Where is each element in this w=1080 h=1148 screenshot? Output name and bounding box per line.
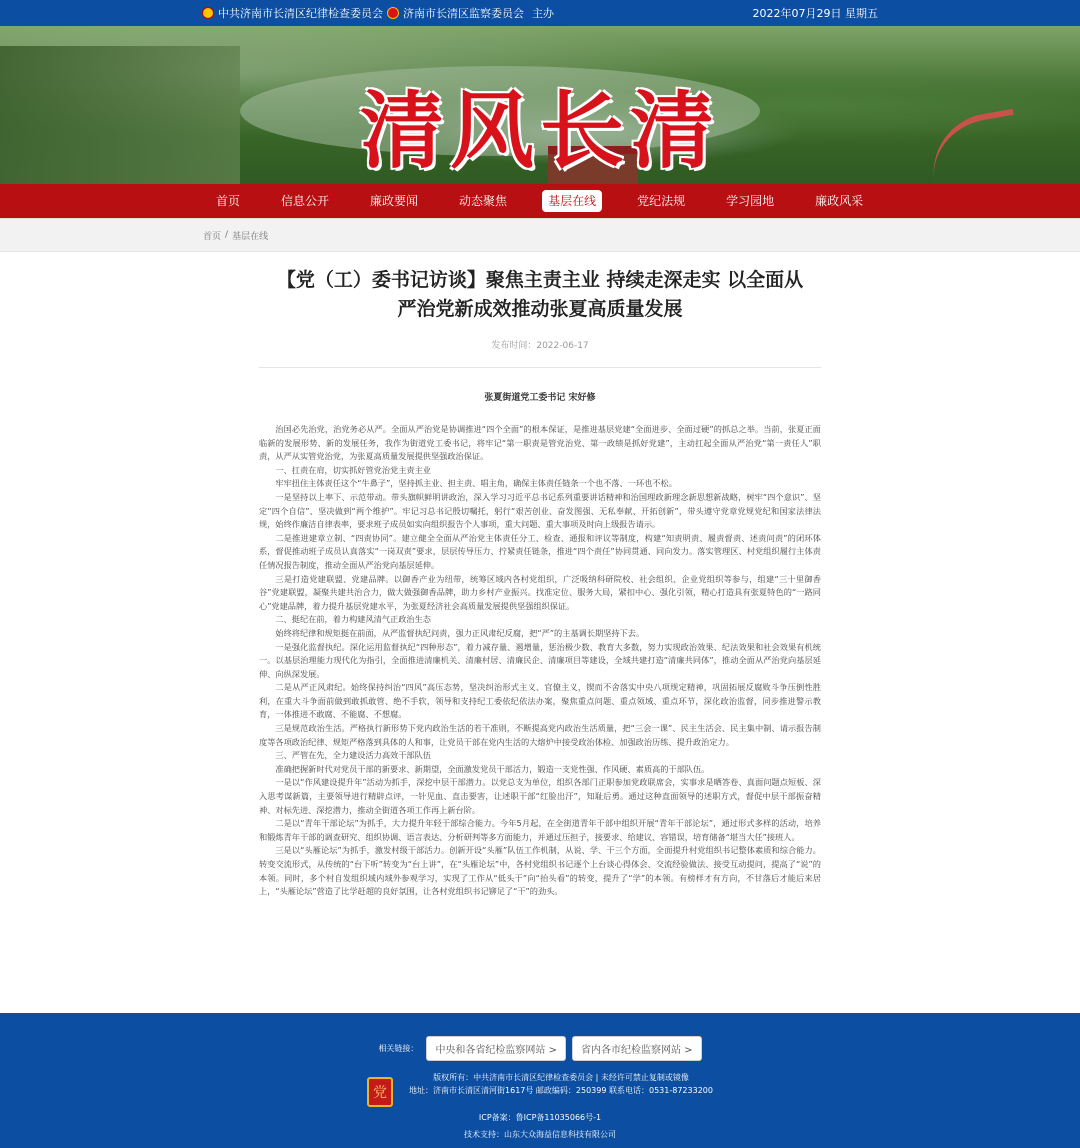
party-badge-icon[interactable]	[367, 1077, 393, 1107]
article-title	[259, 266, 821, 324]
footer-text	[409, 1071, 713, 1107]
address-text: 地址：济南市长清区清河街1617号 邮政编码：250399 联系电话：0531-87233200	[409, 1086, 713, 1095]
main-nav	[0, 184, 1080, 218]
paragraph: 牢牢扭住主体责任这个“牛鼻子”，坚持抓主业、担主责、唱主角，确保主体责任链条一个也不落、一环也不松。	[275, 478, 677, 489]
province-sites-link[interactable]: 省内各市纪检监察网站 >	[572, 1036, 702, 1061]
host-text: 主办	[532, 7, 554, 20]
paragraph: 二是从严正风肃纪。始终保持纠治“四风”高压态势，坚决纠治形式主义、官僚主义，锲而不舍落实中央八项规定精神，巩固拓展反腐败斗争压倒性胜利，在重大斗争面前做到敢抓敢管、绝不手软，领导和支持纪工委依纪依法办案，聚焦重点问题、重点领域、重点环节，深化政治监督，同步推进警示教育，一体推进不敢腐、不能腐、不想腐。	[259, 682, 821, 720]
nav-item-info[interactable]: 信息公开	[281, 194, 330, 208]
icp-text[interactable]: ICP备案：鲁ICP备11035066号-1	[478, 1113, 602, 1122]
article-title-line2: 严治党新成效推动张夏高质量发展	[397, 298, 683, 320]
article-author: 张夏街道党工委书记 宋好修	[484, 393, 596, 403]
nav-item-focus[interactable]: 动态聚焦	[459, 194, 508, 208]
support-text: 技术支持：山东大众海益信息科技有限公司	[464, 1130, 616, 1139]
org1-text: 中共济南市长清区纪律检查委员会	[218, 7, 383, 20]
related-links	[0, 1036, 1080, 1061]
site-banner	[0, 26, 1080, 184]
paragraph: 三是打造党建联盟、党建品牌。以御香产业为纽带，统筹区域内各村党组织，广泛吸纳科研院校、社会组织、企业党组织等参与，组建“三十里御香谷”党建联盟，凝聚共建共治合力，做大做强御香品牌，助力乡村产业振兴。找准定位、服务大局，紧扣中心、强化引领，精心打造具有张夏特色的“一路同心”党建品牌，着力提升基层党建水平，为张夏经济社会高质量发展提供坚强组织保证。	[259, 573, 821, 611]
paragraph: 一是强化监督执纪。深化运用监督执纪“四种形态”，着力减存量、遏增量，惩治极少数、教育大多数，努力实现政治效果、纪法效果和社会效果有机统一。以基层治理能力现代化为指引，全面推进清廉机关、清廉村居、清廉民企、清廉项目等建设，全域共建打造“清廉共同体”，推动全面从严治党向基层延伸、向纵深发展。	[259, 641, 821, 679]
paragraph: 始终将纪律和规矩挺在前面，从严监督执纪问责，强力正风肃纪反腐，把“严”的主基调长期坚持下去。	[275, 627, 645, 638]
site-logo-title: 清风长清	[359, 81, 720, 180]
central-sites-link[interactable]: 中央和各省纪检监察网站 >	[426, 1036, 566, 1061]
footer-info	[0, 1071, 1080, 1107]
paragraph: 一是坚持以上率下、示范带动。带头旗帜鲜明讲政治，深入学习习近平总书记系列重要讲话精神和治国理政新理念新思想新战略，树牢“四个意识”、坚定“四个自信”、坚决做到“两个维护”。牢记习总书记殷切嘱托，躬行“艰苦创业、奋发图强、无私奉献、开拓创新”，带头遵守党章党规党纪和国家法律法规，始终作廉洁自律表率，要求班子成员如实向组织报告个人事项，重大问题、重大事项及时向上级报告请示。	[259, 491, 821, 530]
footer-icp-block	[0, 1111, 1080, 1141]
national-emblem-icon	[387, 7, 399, 19]
nav-item-home[interactable]: 首页	[216, 194, 241, 208]
nav-item-regulations[interactable]: 党纪法规	[637, 194, 686, 208]
breadcrumb-home[interactable]: 首页	[203, 231, 222, 242]
section-heading: 三、严管在先，全力建设活力高效干部队伍	[275, 750, 431, 761]
date-text: 2022年07月29日 星期五	[752, 7, 878, 20]
section-heading: 一、扛责在肩，切实抓好管党治党主责主业	[275, 464, 431, 475]
paragraph: 治国必先治党，治党务必从严。全面从严治党是协调推进“四个全面”的根本保证，是推进基层党建“全面进步、全面过硬”的抓总之举。当前，张夏正面临新的发展形势、新的发展任务，我作为街道党工委书记，将牢记“第一职责是管党治党、第一政绩是抓好党建”，主动扛起全面从严治党“第一责任人”职责，从严从实管党治党，为张夏高质量发展提供坚强政治保证。	[259, 424, 821, 462]
copyright-text: 版权所有：中共济南市长清区纪律检查委员会 | 未经许可禁止复制或镜像	[433, 1073, 689, 1082]
publish-date: 发布时间：2022-06-17	[259, 338, 821, 368]
paragraph: 三是以“头雁论坛”为抓手，激发村级干部活力。创新开设“头雁”队伍工作机制，从说、学、干三个方面，全面提升村党组织书记整体素质和综合能力。转变交流形式，从传统的“台下听”转变为“台上讲”，在“头雁论坛”中，各村党组织书记逐个上台谈心得体会、交流经验做法、接受互动提问，提高了“说”的本领。同时，多个村自发组织域内域外参观学习，实现了工作从“低头干”向“抬头看”的转变，提升了“学”的本领。有榜样才有方向，不甘落后才能后来居上，“头雁论坛”营造了比学赶超的良好氛围，让各村党组织书记铆足了“干”的劲头。	[259, 845, 821, 897]
article-body	[259, 423, 821, 899]
paragraph: 三是规范政治生活。严格执行新形势下党内政治生活的若干准则，不断提高党内政治生活质量，把“三会一课”、民主生活会、民主集中制、请示报告制度等各项政治纪律、规矩严格落到具体的人和事，让党员干部在党内生活的大熔炉中接受政治体检、加强政治历练、提升政治定力。	[259, 723, 821, 747]
paragraph: 准确把握新时代对党员干部的新要求、新期望，全面激发党员干部活力，锻造一支党性强、作风硬、素质高的干部队伍。	[275, 763, 710, 774]
article-title-line1: 【党（工）委书记访谈】聚焦主责主业 持续走深走实 以全面从	[276, 269, 804, 291]
breadcrumb-current[interactable]: 基层在线	[232, 231, 269, 242]
paragraph: 一是以“作风建设提升年”活动为抓手，深挖中层干部潜力。以党总支为单位，组织各部门正职参加党政联席会，实事求是晒答卷、真面问题点短板、深入思考谋新篇，主要领导进行精辟点评，一针见血、直击要害，让述职干部“红脸出汗”，知耻后勇。通过这种直面领导的述职方式，督促中层干部振奋精神、对标先进、深挖潜力，推动全街道各项工作再上新台阶。	[259, 777, 821, 815]
org2-text: 济南市长清区监察委员会	[403, 7, 524, 20]
paragraph: 二是以“青年干部论坛”为抓手，大力提升年轻干部综合能力。今年5月起，在全街道青年干部中组织开展“青年干部论坛”，通过形式多样的活动，培养和锻炼青年干部的调查研究、组织协调、语言表达、分析研判等多方面能力，并通过压担子，接要求、给建议、容错误，培育储备“堪当大任”接班人。	[259, 818, 821, 842]
top-bar	[0, 0, 1080, 26]
breadcrumb	[0, 218, 1080, 252]
breadcrumb-separator: /	[225, 230, 229, 240]
site-footer	[0, 1013, 1080, 1148]
nav-item-grassroots[interactable]: 基层在线	[542, 190, 602, 212]
nav-item-style[interactable]: 廉政风采	[815, 194, 864, 208]
section-heading: 二、挺纪在前，着力构建风清气正政治生态	[275, 614, 431, 625]
nav-item-study[interactable]: 学习园地	[726, 194, 775, 208]
badge-glyph: 党	[373, 1085, 388, 1101]
related-links-label: 相关链接：	[378, 1044, 419, 1053]
host-orgs	[202, 5, 554, 21]
nav-item-news[interactable]: 廉政要闻	[370, 194, 419, 208]
paragraph: 二是推进建章立制、“四责协同”。建立健全全面从严治党主体责任分工、检查、通报和评议等制度，构建“知责明责、履责督责、述责问责”的闭环体系，督促推动班子成员认真落实“一岗双责”要求，层层传导压力、拧紧责任链条，推进“四个责任”协同贯通、同向发力。落实管理区、村党组织履行主体责任情况报告制度，推动全面从严治党向基层延伸。	[259, 532, 821, 570]
party-emblem-icon	[202, 7, 214, 19]
article	[259, 252, 821, 899]
